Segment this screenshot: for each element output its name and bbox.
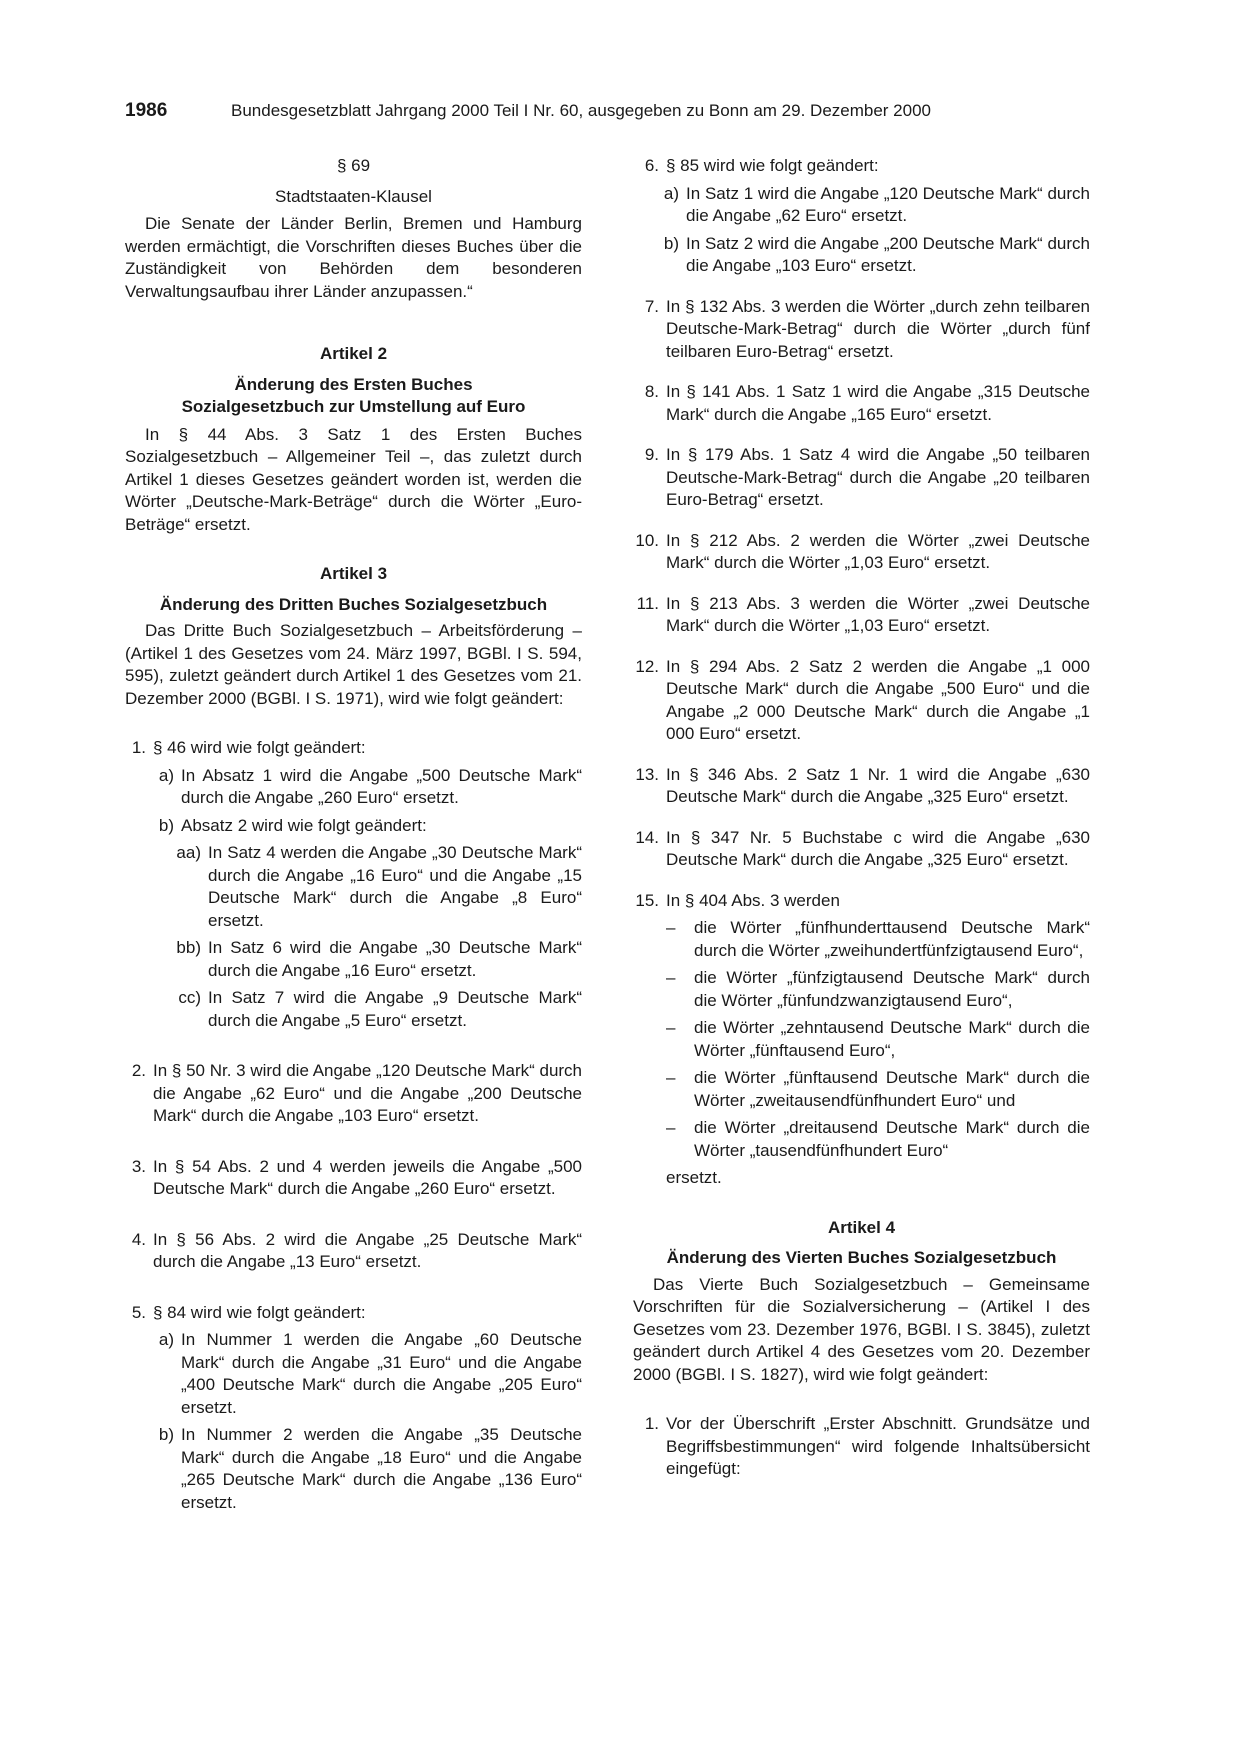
section-69-text: Die Senate der Länder Berlin, Bremen und Hamburg werden ermächtigt, die Vorschriften dieses Buches über die Zuständigkeit von Behörden dem besonderen Verwaltungsaufbau ihrer Länder anzupassen.“ — [125, 214, 582, 301]
item-text: In Satz 7 wird die Angabe „9 Deutsche Mark“ durch die Angabe „5 Euro“ ersetzt. — [208, 988, 582, 1030]
item-text: In § 132 Abs. 3 werden die Wörter „durch zehn teilbaren Deutsche-Mark-Betrag“ durch die Wörter „durch fünf teilbaren Euro-Betrag“ ersetzt. — [666, 296, 1090, 361]
article-2-title-line2: Sozialgesetzbuch zur Umstellung auf Euro — [181, 397, 526, 416]
item-number: 11. — [636, 593, 659, 613]
article-4-heading: Artikel 4 — [827, 1217, 896, 1237]
item-closing-text: ersetzt. — [666, 1168, 722, 1187]
item-number: 9. — [644, 445, 659, 464]
item-letter: bb) — [176, 938, 201, 957]
sub-sub-item — [175, 937, 582, 982]
item-text: Vor der Überschrift „Erster Abschnitt. Grundsätze und Begriffsbestimmungen“ wird folgende Inhaltsübersicht eingefügt: — [666, 1414, 1090, 1478]
sub-item — [153, 765, 582, 810]
dash-marker: – — [666, 1068, 676, 1087]
article-4-intro: Das Vierte Buch Sozialgesetzbuch – Gemeinsame Vorschriften für die Sozialversicherung – (Artikel I des Gesetzes vom 23. Dezember 1976, BGBl. I S. 3845), zuletzt geändert durch Artikel 4 des Gesetzes vom 20. Dezember 2000 (BGBl. I S. 1827), wird wie folgt geändert: — [633, 1274, 1090, 1384]
item-text: In Satz 1 wird die Angabe „120 Deutsche Mark“ durch die Angabe „62 Euro“ ersetzt. — [686, 183, 1090, 225]
page-header — [125, 100, 1115, 130]
article-4-title: Änderung des Vierten Buches Sozialgesetzbuch — [666, 1248, 1057, 1267]
item-text: In Nummer 1 werden die Angabe „60 Deutsche Mark“ durch die Angabe „31 Euro“ und die Angabe „400 Deutsche Mark“ durch die Angabe „205 Euro“ ersetzt. — [181, 1330, 582, 1417]
article-3-heading: Artikel 3 — [319, 564, 388, 583]
item-text: In § 213 Abs. 3 werden die Wörter „zwei Deutsche Mark“ durch die Wörter „1,03 Euro“ ersetzt. — [666, 593, 1090, 635]
right-column — [633, 155, 1090, 1481]
item-number: 6. — [644, 156, 659, 175]
item-letter: a) — [663, 183, 679, 203]
sub-item — [153, 1329, 582, 1419]
item-number: 8. — [644, 382, 659, 401]
item-letter: cc) — [178, 988, 201, 1007]
list-item — [125, 737, 582, 760]
item-number: 13. — [635, 764, 659, 784]
sub-sub-item — [175, 842, 582, 932]
item-text: In Absatz 1 wird die Angabe „500 Deutsche Mark“ durch die Angabe „260 Euro“ ersetzt. — [181, 765, 582, 807]
article-3-title: Änderung des Dritten Buches Sozialgesetzbuch — [159, 594, 548, 614]
list-item — [125, 1060, 582, 1128]
list-item — [633, 593, 1090, 638]
item-number: 10. — [635, 530, 659, 550]
item-number: 7. — [644, 296, 659, 316]
article-2-heading: Artikel 2 — [319, 344, 388, 363]
item-text: die Wörter „fünfhunderttausend Deutsche Mark“ durch die Wörter „zweihundertfünfzigtausend Euro“, — [694, 918, 1090, 960]
item-number: 12. — [635, 656, 659, 676]
item-letter: aa) — [176, 843, 201, 862]
list-item — [633, 764, 1090, 809]
item-text: In § 50 Nr. 3 wird die Angabe „120 Deutsche Mark“ durch die Angabe „62 Euro“ und die Angabe „200 Deutsche Mark“ durch die Angabe „103 Euro“ ersetzt. — [153, 1061, 583, 1125]
list-item — [125, 1156, 582, 1201]
item-text: In Satz 6 wird die Angabe „30 Deutsche Mark“ durch die Angabe „16 Euro“ ersetzt. — [208, 938, 582, 980]
list-item — [633, 1413, 1090, 1481]
list-item — [125, 1302, 582, 1325]
dash-item — [666, 1117, 1090, 1162]
item-text: Absatz 2 wird wie folgt geändert: — [181, 815, 427, 835]
article-3-intro: Das Dritte Buch Sozialgesetzbuch – Arbeitsförderung – (Artikel 1 des Gesetzes vom 24. März 1997, BGBl. I S. 594, 595), zuletzt geändert durch Artikel 1 des Gesetzes vom 21. Dezember 2000 (BGBl. I S. 1971), wird wie folgt geändert: — [125, 621, 582, 708]
item-letter: a) — [158, 765, 174, 785]
gazette-title: Bundesgesetzblatt Jahrgang 2000 Teil I Nr. 60, ausgegeben zu Bonn am 29. Dezember 2000 — [231, 101, 931, 120]
dash-marker: – — [666, 918, 676, 937]
section-69-heading: § 69 — [336, 156, 371, 175]
list-item — [633, 381, 1090, 426]
item-number: 1. — [644, 1414, 659, 1433]
item-number: 14. — [635, 827, 659, 847]
sub-item — [658, 183, 1090, 228]
item-text: In § 56 Abs. 2 wird die Angabe „25 Deutsche Mark“ durch die Angabe „13 Euro“ ersetzt. — [153, 1229, 582, 1271]
item-text: In Satz 2 wird die Angabe „200 Deutsche Mark“ durch die Angabe „103 Euro“ ersetzt. — [686, 233, 1090, 275]
item-letter: a) — [158, 1330, 174, 1349]
left-column — [125, 155, 582, 1514]
item-number: 1. — [131, 738, 146, 757]
item-text: die Wörter „dreitausend Deutsche Mark“ durch die Wörter „tausendfünfhundert Euro“ — [694, 1118, 1090, 1160]
item-text: In § 346 Abs. 2 Satz 1 Nr. 1 wird die Angabe „630 Deutsche Mark“ durch die Angabe „325 Euro“ ersetzt. — [666, 764, 1090, 806]
item-text: § 84 wird wie folgt geändert: — [153, 1302, 366, 1322]
dash-item — [666, 917, 1090, 962]
item-text: die Wörter „zehntausend Deutsche Mark“ durch die Wörter „fünftausend Euro“, — [694, 1018, 1090, 1060]
list-item — [633, 890, 1090, 913]
item-text: In Nummer 2 werden die Angabe „35 Deutsche Mark“ durch die Angabe „18 Euro“ und die Angabe „265 Deutsche Mark“ durch die Angabe „136 Euro“ ersetzt. — [181, 1425, 582, 1512]
item-text: In § 141 Abs. 1 Satz 1 wird die Angabe „315 Deutsche Mark“ durch die Angabe „165 Euro“ ersetzt. — [666, 382, 1090, 424]
item-number: 4. — [131, 1229, 146, 1249]
item-letter: b) — [158, 1425, 174, 1444]
dash-marker: – — [666, 1018, 676, 1037]
item-text: In Satz 4 werden die Angabe „30 Deutsche Mark“ durch die Angabe „16 Euro“ und die Angabe „15 Deutsche Mark“ durch die Angabe „8 Euro“ ersetzt. — [208, 843, 582, 930]
item-number: 15. — [635, 890, 659, 910]
item-letter: b) — [663, 233, 679, 253]
item-text: In § 179 Abs. 1 Satz 4 wird die Angabe „50 teilbaren Deutsche-Mark-Betrag“ durch die Angabe „20 teilbaren Euro-Betrag“ ersetzt. — [666, 445, 1090, 509]
page-number: 1986 — [125, 100, 168, 121]
list-item — [125, 1229, 582, 1274]
dash-item — [666, 967, 1090, 1012]
item-text: § 85 wird wie folgt geändert: — [666, 156, 879, 175]
item-letter: b) — [158, 815, 174, 835]
dash-item — [666, 1067, 1090, 1112]
sub-sub-item — [175, 987, 582, 1032]
item-number: 2. — [131, 1061, 146, 1080]
sub-item — [153, 815, 582, 838]
sub-item — [153, 1424, 582, 1514]
article-2-text: In § 44 Abs. 3 Satz 1 des Ersten Buches Sozialgesetzbuch – Allgemeiner Teil –, das zuletzt durch Artikel 1 dieses Gesetzes geändert worden ist, werden die Wörter „Deutsche-Mark-Beträge“ durch die Wörter „Euro-Beträge“ ersetzt. — [125, 424, 582, 534]
item-text: die Wörter „fünftausend Deutsche Mark“ durch die Wörter „zweitausendfünfhundert Euro“ und — [694, 1068, 1090, 1110]
item-text: In § 347 Nr. 5 Buchstabe c wird die Angabe „630 Deutsche Mark“ durch die Angabe „325 Euro“ ersetzt. — [666, 827, 1090, 869]
dash-marker: – — [666, 968, 676, 987]
item-text: In § 294 Abs. 2 Satz 2 werden die Angabe „1 000 Deutsche Mark“ durch die Angabe „500 Euro“ und die Angabe „2 000 Deutsche Mark“ durch die Angabe „1 000 Euro“ ersetzt. — [666, 656, 1090, 743]
dash-marker: – — [666, 1118, 676, 1137]
list-item — [633, 827, 1090, 872]
item-text: die Wörter „fünfzigtausend Deutsche Mark“ durch die Wörter „fünfundzwanzigtausend Euro“, — [694, 968, 1090, 1010]
sub-item — [658, 233, 1090, 278]
list-item — [633, 530, 1090, 575]
section-69-title: Stadtstaaten-Klausel — [275, 186, 432, 206]
list-item — [633, 444, 1090, 512]
item-number: 3. — [131, 1156, 146, 1176]
article-2-title-line1: Änderung des Ersten Buches — [234, 374, 473, 394]
list-item — [633, 656, 1090, 746]
item-text: § 46 wird wie folgt geändert: — [153, 738, 366, 757]
item-text: In § 54 Abs. 2 und 4 werden jeweils die Angabe „500 Deutsche Mark“ durch die Angabe „260 Euro“ ersetzt. — [153, 1156, 582, 1198]
item-text: In § 212 Abs. 2 werden die Wörter „zwei Deutsche Mark“ durch die Wörter „1,03 Euro“ ersetzt. — [666, 530, 1090, 572]
item-text: In § 404 Abs. 3 werden — [666, 890, 840, 910]
dash-item — [666, 1017, 1090, 1062]
list-item — [633, 155, 1090, 178]
list-item — [633, 296, 1090, 364]
item-number: 5. — [131, 1302, 146, 1322]
